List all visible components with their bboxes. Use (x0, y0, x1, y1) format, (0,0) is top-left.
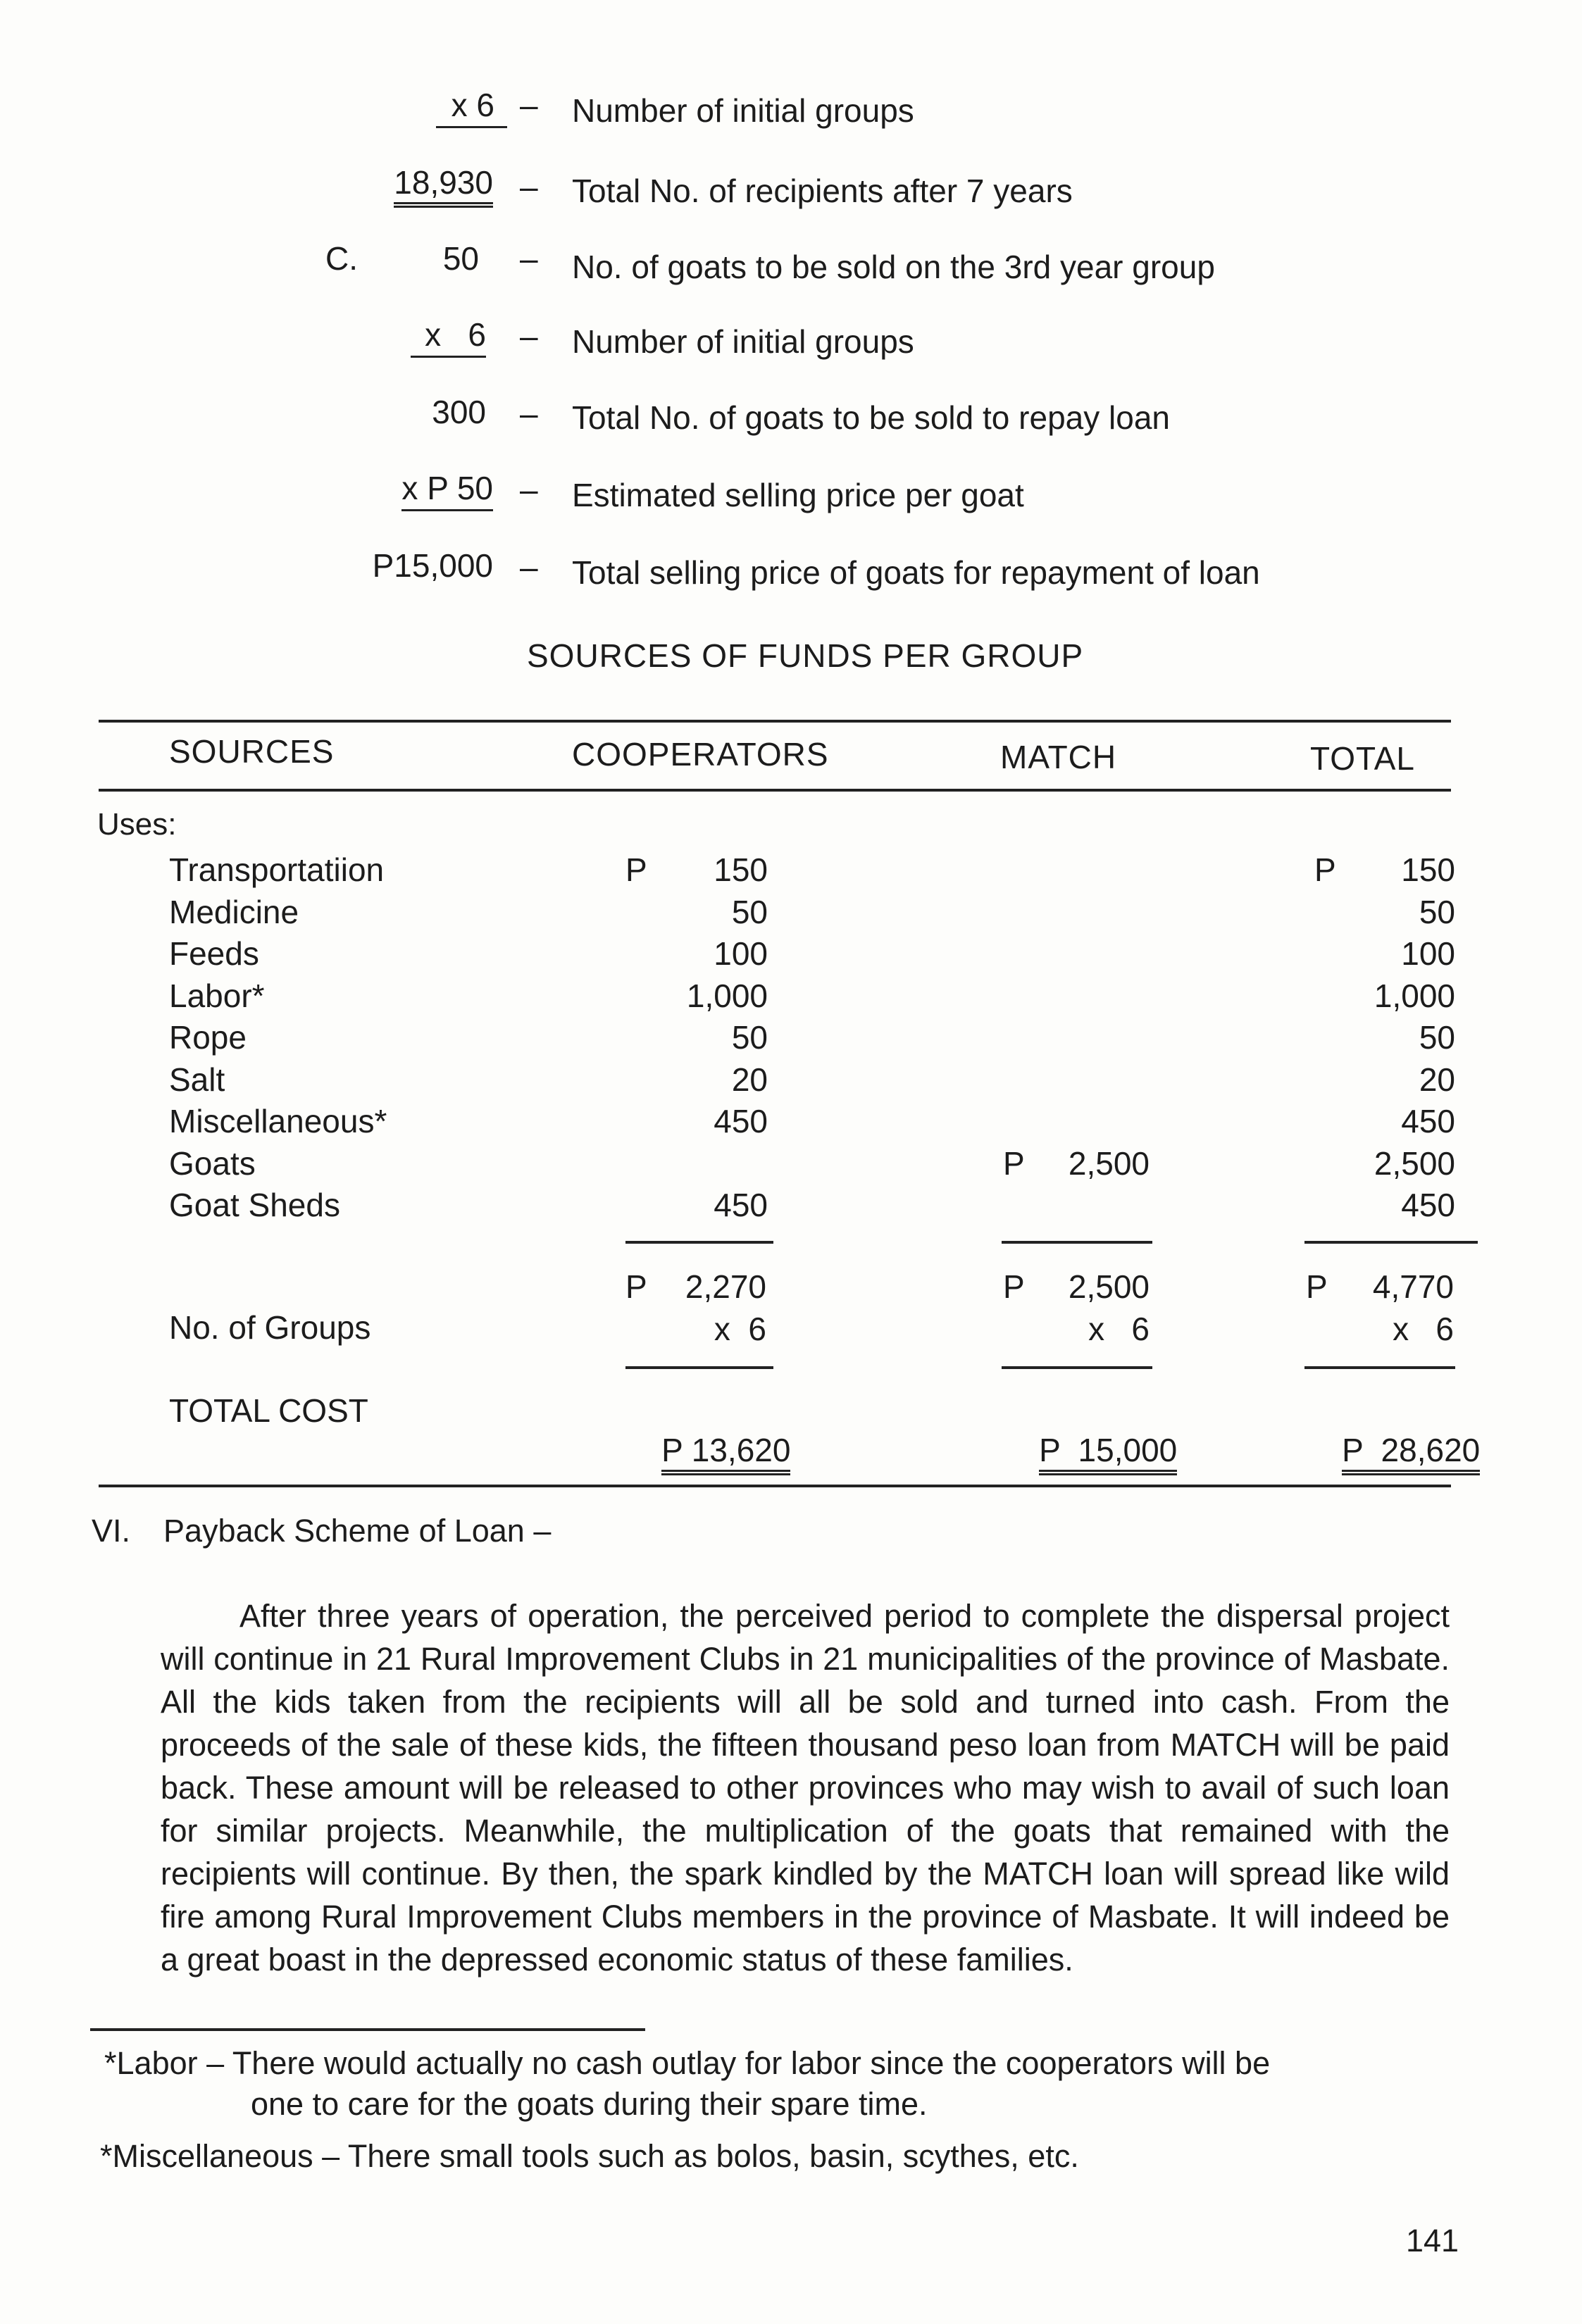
calc-value: 50 (442, 240, 479, 277)
footnote-misc: *Miscellaneous – There small tools such as bolos, basin, scythes, etc. (100, 2138, 1079, 2174)
table-header-rule (99, 789, 1451, 792)
coop-groups: x 6 (714, 1311, 766, 1347)
header-cooperators: COOPERATORS (572, 736, 829, 773)
match-prefix: P (1003, 1145, 1025, 1182)
footnote-labor-cont: one to care for the goats during their spare time. (251, 2086, 928, 2122)
match-subtotal: 2,500 (1068, 1268, 1150, 1305)
section-number: VI. (92, 1513, 131, 1549)
total-value: 100 (1401, 935, 1455, 972)
uses-label: Uses: (97, 807, 177, 842)
calc-value: x 6 (411, 316, 486, 358)
total-total-cost: P 28,620 (1342, 1432, 1480, 1475)
row-label: Rope (169, 1019, 247, 1056)
match-groups-rule (1002, 1366, 1152, 1369)
total-groups: x 6 (1393, 1311, 1454, 1347)
total-value: 450 (1401, 1187, 1455, 1223)
match-groups: x 6 (1088, 1311, 1150, 1347)
calc-description: Estimated selling price per goat (572, 477, 1024, 513)
total-groups-rule (1304, 1366, 1455, 1369)
total-value: 20 (1419, 1061, 1455, 1098)
table-title: SOURCES OF FUNDS PER GROUP (527, 637, 1084, 674)
calc-dash: – (520, 87, 538, 123)
coop-subtotal: 2,270 (685, 1268, 766, 1305)
table-bottom-rule (99, 1485, 1451, 1487)
calc-prefix: C. (325, 240, 358, 277)
row-label: Transportatiion (169, 851, 385, 888)
calc-dash: – (520, 168, 538, 205)
calc-description: Number of initial groups (572, 92, 914, 129)
calc-dash: – (520, 549, 538, 585)
coop-total-cost: P 13,620 (661, 1432, 790, 1475)
total-subtotal: 4,770 (1372, 1268, 1454, 1305)
header-total: TOTAL (1310, 740, 1415, 777)
row-label: Labor* (169, 977, 265, 1014)
calc-value: P15,000 (372, 547, 493, 584)
total-value: 1,000 (1374, 977, 1455, 1014)
calc-dash: – (520, 318, 538, 354)
calc-description: Total No. of recipients after 7 years (572, 173, 1073, 209)
section-heading: Payback Scheme of Loan – (163, 1513, 552, 1549)
header-sources: SOURCES (169, 733, 335, 770)
calc-value: x 6 (436, 87, 507, 128)
coop-value: 100 (714, 935, 768, 972)
table-top-rule (99, 720, 1451, 723)
coop-subtotal-rule (625, 1241, 773, 1244)
row-label: Medicine (169, 894, 299, 930)
calc-description: No. of goats to be sold on the 3rd year group (572, 249, 1215, 285)
coop-prefix: P (625, 851, 647, 888)
calc-value: 300 (432, 394, 486, 430)
calc-description: Total selling price of goats for repayment of loan (572, 554, 1260, 591)
header-match: MATCH (1000, 739, 1117, 775)
payback-paragraph: After three years of operation, the perceived period to complete the dispersal project will continue in 21 Rural Improvement Clubs in 21 municipalities of the province of Masbate. All the kids taken from the recipients will all be sold and turned into cash. From the proceeds of the sale of these kids, the fifteen thousand peso loan from MATCH will be paid back. These amount will be released to other provinces who may wish to avail of such loan for similar projects. Meanwhile, the multiplication of the goats that remained with the recipients will continue. By then, the spark kindled by the MATCH loan will spread like wild fire among Rural Improvement Clubs members in the province of Masbate. It will indeed be a great boast in the depressed economic status of these families. (161, 1598, 1450, 1978)
calc-description: Number of initial groups (572, 323, 914, 360)
page-number: 141 (1406, 2223, 1459, 2259)
coop-value: 20 (731, 1061, 768, 1098)
calc-dash: – (520, 240, 538, 277)
row-label: Salt (169, 1061, 225, 1098)
calc-dash: – (520, 471, 538, 508)
calc-dash: – (520, 395, 538, 432)
row-label: Goats (169, 1145, 256, 1182)
total-value: 450 (1401, 1103, 1455, 1139)
total-value: 50 (1419, 1019, 1455, 1056)
match-value: 2,500 (1068, 1145, 1150, 1182)
calc-description: Total No. of goats to be sold to repay loan (572, 399, 1170, 436)
total-value: 50 (1419, 894, 1455, 930)
footnote-labor: *Labor – There would actually no cash outlay for labor since the cooperators will be (104, 2045, 1271, 2081)
row-label: Miscellaneous* (169, 1103, 387, 1139)
coop-value: 150 (714, 851, 768, 888)
calc-value: 18,930 (394, 164, 493, 208)
total-subtotal-prefix: P (1306, 1268, 1328, 1305)
total-subtotal-rule (1304, 1241, 1478, 1244)
total-cost-label: TOTAL COST (169, 1392, 368, 1429)
groups-label: No. of Groups (169, 1309, 371, 1346)
total-prefix: P (1314, 851, 1336, 888)
coop-value: 50 (731, 894, 768, 930)
footnote-rule (90, 2028, 645, 2031)
match-total-cost: P 15,000 (1039, 1432, 1177, 1475)
coop-value: 50 (731, 1019, 768, 1056)
match-subtotal-rule (1002, 1241, 1152, 1244)
total-value: 150 (1401, 851, 1455, 888)
total-value: 2,500 (1374, 1145, 1455, 1182)
coop-groups-rule (625, 1366, 773, 1369)
calc-value: x P 50 (401, 470, 493, 511)
coop-value: 1,000 (686, 977, 768, 1014)
coop-value: 450 (714, 1187, 768, 1223)
coop-value: 450 (714, 1103, 768, 1139)
match-subtotal-prefix: P (1003, 1268, 1025, 1305)
row-label: Goat Sheds (169, 1187, 340, 1223)
row-label: Feeds (169, 935, 259, 972)
coop-subtotal-prefix: P (625, 1268, 647, 1305)
